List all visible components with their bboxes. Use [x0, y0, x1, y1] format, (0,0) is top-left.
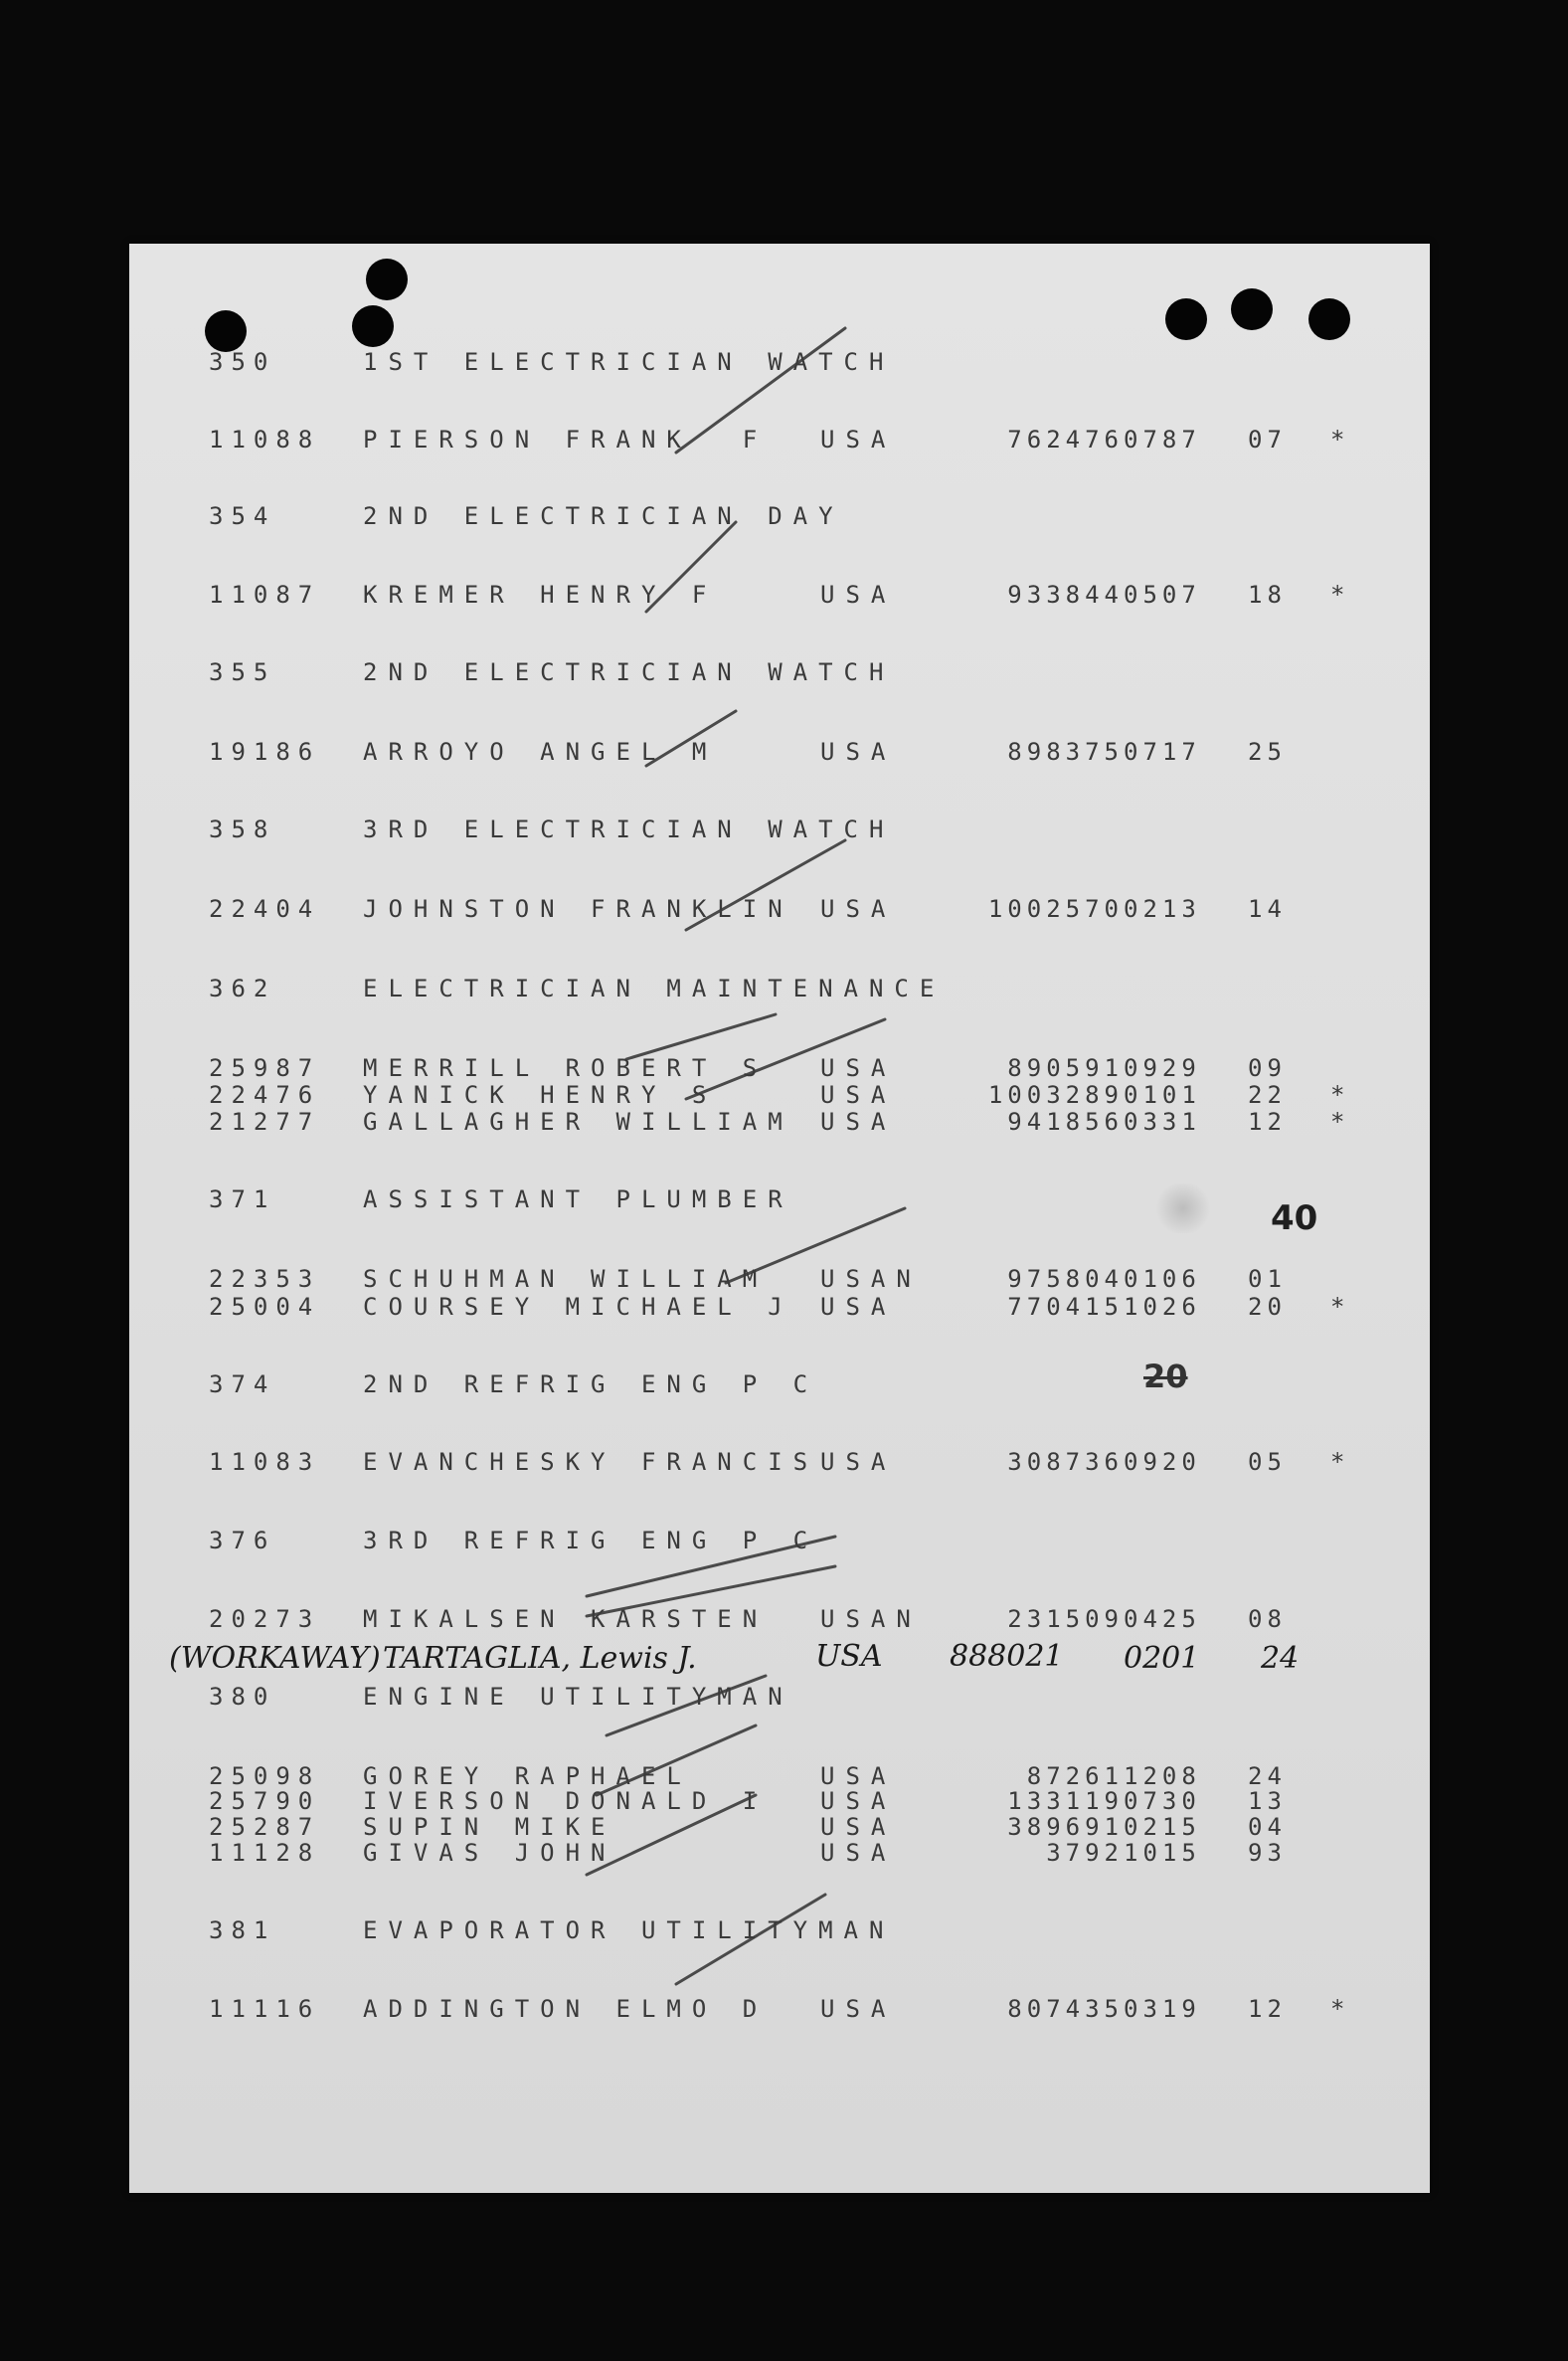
- crew-year: 22: [1248, 1081, 1287, 1109]
- star-mark: *: [1330, 581, 1345, 609]
- crew-year: 04: [1248, 1813, 1287, 1841]
- crew-number: 21277: [209, 1108, 321, 1136]
- crew-id: 3792: [1046, 1839, 1124, 1867]
- crew-number: 25987: [209, 1054, 321, 1082]
- star-mark: *: [1330, 1995, 1345, 2023]
- struck-annotation-374: 20: [1143, 1358, 1188, 1395]
- crew-number: 11083: [209, 1448, 321, 1476]
- crew-date: 0717: [1124, 738, 1201, 766]
- crew-name: IVERSON DONALD I: [363, 1787, 769, 1815]
- crew-number: 25790: [209, 1787, 321, 1815]
- crew-number: 19186: [209, 738, 321, 766]
- section-title: ASSISTANT PLUMBER: [363, 1185, 793, 1213]
- crew-number: 22476: [209, 1081, 321, 1109]
- crew-name: YANICK HENRY S: [363, 1081, 718, 1109]
- crew-name: COURSEY MICHAEL J: [363, 1293, 793, 1321]
- crew-nationality: USA: [820, 1762, 897, 1790]
- crew-name: JOHNSTON FRANKLIN: [363, 895, 793, 923]
- section-code: 358: [209, 816, 276, 843]
- crew-date: 0101: [1124, 1081, 1201, 1109]
- section-title: ENGINE UTILITYMAN: [363, 1683, 793, 1711]
- section-title: 3RD ELECTRICIAN WATCH: [363, 816, 895, 843]
- crew-nationality: USA: [820, 426, 897, 454]
- crew-year: 01: [1248, 1265, 1287, 1293]
- crew-number: 11128: [209, 1839, 321, 1867]
- star-mark: *: [1330, 1293, 1345, 1321]
- crew-name: SCHUHMAN WILLIAM: [363, 1265, 769, 1293]
- crew-name: EVANCHESKY FRANCIS: [363, 1448, 819, 1476]
- crew-nationality: USAN: [820, 1605, 922, 1633]
- handwritten-id: 888021: [950, 1639, 1064, 1674]
- crew-number: 25098: [209, 1762, 321, 1790]
- crew-date: 0331: [1124, 1108, 1201, 1136]
- section-code: 374: [209, 1370, 276, 1398]
- crew-year: 14: [1248, 895, 1287, 923]
- section-code: 362: [209, 975, 276, 1002]
- crew-number: 22404: [209, 895, 321, 923]
- crew-date: 0319: [1124, 1995, 1201, 2023]
- crew-number: 11116: [209, 1995, 321, 2023]
- crew-year: 07: [1248, 426, 1287, 454]
- crew-nationality: USA: [820, 1995, 897, 2023]
- crew-date: 0213: [1124, 895, 1201, 923]
- handwritten-label: (WORKAWAY): [169, 1641, 381, 1676]
- crew-nationality: USA: [820, 1448, 897, 1476]
- section-code: 371: [209, 1185, 276, 1213]
- crew-id: 941856: [1007, 1108, 1124, 1136]
- crew-year: 93: [1248, 1839, 1287, 1867]
- star-mark: *: [1330, 1448, 1345, 1476]
- crew-id: 890591: [1007, 1054, 1124, 1082]
- crew-date: 0425: [1124, 1605, 1201, 1633]
- handwritten-name: TARTAGLIA, Lewis J.: [383, 1641, 697, 1676]
- crew-date: 0787: [1124, 426, 1201, 454]
- crew-name: GIVAS JOHN: [363, 1839, 616, 1867]
- count-annotation-371: 40: [1271, 1198, 1318, 1238]
- crew-year: 24: [1248, 1762, 1287, 1790]
- crew-nationality: USA: [820, 1108, 897, 1136]
- star-mark: *: [1330, 1108, 1345, 1136]
- star-mark: *: [1330, 1081, 1345, 1109]
- section-title: ELECTRICIAN MAINTENANCE: [363, 975, 946, 1002]
- section-title: EVAPORATOR UTILITYMAN: [363, 1916, 895, 1944]
- crew-year: 08: [1248, 1605, 1287, 1633]
- crew-nationality: USA: [820, 895, 897, 923]
- crew-id: 308736: [1007, 1448, 1124, 1476]
- crew-number: 22353: [209, 1265, 321, 1293]
- crew-id: 933844: [1007, 581, 1124, 609]
- crew-name: MERRILL ROBERT S: [363, 1054, 769, 1082]
- crew-id: 87261: [1026, 1762, 1124, 1790]
- crew-number: 25287: [209, 1813, 321, 1841]
- section-title: 2ND ELECTRICIAN WATCH: [363, 658, 895, 686]
- crew-date: 0929: [1124, 1054, 1201, 1082]
- crew-date: 1208: [1124, 1762, 1201, 1790]
- crew-id: 762476: [1007, 426, 1124, 454]
- crew-date: 0920: [1124, 1448, 1201, 1476]
- crew-year: 12: [1248, 1995, 1287, 2023]
- crew-number: 25004: [209, 1293, 321, 1321]
- crew-name: MIKALSEN KARSTEN: [363, 1605, 769, 1633]
- crew-year: 05: [1248, 1448, 1287, 1476]
- crew-id: 231509: [1007, 1605, 1124, 1633]
- section-code: 376: [209, 1527, 276, 1554]
- section-code: 380: [209, 1683, 276, 1711]
- crew-id: 133119: [1007, 1787, 1124, 1815]
- crew-nationality: USA: [820, 1081, 897, 1109]
- crew-name: GOREY RAPHAEL: [363, 1762, 692, 1790]
- crew-number: 11088: [209, 426, 321, 454]
- handwritten-nationality: USA: [815, 1639, 883, 1674]
- crew-name: PIERSON FRANK F: [363, 426, 769, 454]
- section-title: 3RD REFRIG ENG P C: [363, 1527, 819, 1554]
- crew-date: 0730: [1124, 1787, 1201, 1815]
- section-code: 350: [209, 348, 276, 376]
- crew-id: 770415: [1007, 1293, 1124, 1321]
- crew-year: 13: [1248, 1787, 1287, 1815]
- pen-check-marks: [129, 244, 1430, 2193]
- crew-nationality: USA: [820, 1813, 897, 1841]
- section-code: 355: [209, 658, 276, 686]
- crew-id: 1002570: [987, 895, 1124, 923]
- crew-year: 25: [1248, 738, 1287, 766]
- crew-date: 0215: [1124, 1813, 1201, 1841]
- crew-id: 975804: [1007, 1265, 1124, 1293]
- crew-nationality: USA: [820, 738, 897, 766]
- crew-name: GALLAGHER WILLIAM: [363, 1108, 793, 1136]
- crew-nationality: USA: [820, 1787, 897, 1815]
- crew-date: 0106: [1124, 1265, 1201, 1293]
- crew-name: ADDINGTON ELMO D: [363, 1995, 769, 2023]
- crew-year: 18: [1248, 581, 1287, 609]
- crew-id: 1003289: [987, 1081, 1124, 1109]
- handwritten-year: 24: [1261, 1641, 1300, 1676]
- crew-year: 12: [1248, 1108, 1287, 1136]
- ink-smudge: [1153, 1183, 1213, 1233]
- crew-id: 807435: [1007, 1995, 1124, 2023]
- section-title: 2ND REFRIG ENG P C: [363, 1370, 819, 1398]
- crew-nationality: USA: [820, 1839, 897, 1867]
- crew-nationality: USA: [820, 1054, 897, 1082]
- section-code: 354: [209, 502, 276, 530]
- crew-id: 389691: [1007, 1813, 1124, 1841]
- crew-id: 898375: [1007, 738, 1124, 766]
- section-title: 1ST ELECTRICIAN WATCH: [363, 348, 895, 376]
- crew-number: 11087: [209, 581, 321, 609]
- crew-nationality: USAN: [820, 1265, 922, 1293]
- crew-name: ARROYO ANGEL M: [363, 738, 718, 766]
- crew-year: 09: [1248, 1054, 1287, 1082]
- crew-nationality: USA: [820, 1293, 897, 1321]
- crew-year: 20: [1248, 1293, 1287, 1321]
- crew-number: 20273: [209, 1605, 321, 1633]
- crew-date: 0507: [1124, 581, 1201, 609]
- crew-date: 1026: [1124, 1293, 1201, 1321]
- star-mark: *: [1330, 426, 1345, 454]
- crew-name: KREMER HENRY F: [363, 581, 718, 609]
- crew-date: 1015: [1124, 1839, 1201, 1867]
- crew-name: SUPIN MIKE: [363, 1813, 616, 1841]
- section-code: 381: [209, 1916, 276, 1944]
- crew-nationality: USA: [820, 581, 897, 609]
- section-title: 2ND ELECTRICIAN DAY: [363, 502, 844, 530]
- handwritten-date: 0201: [1124, 1641, 1200, 1676]
